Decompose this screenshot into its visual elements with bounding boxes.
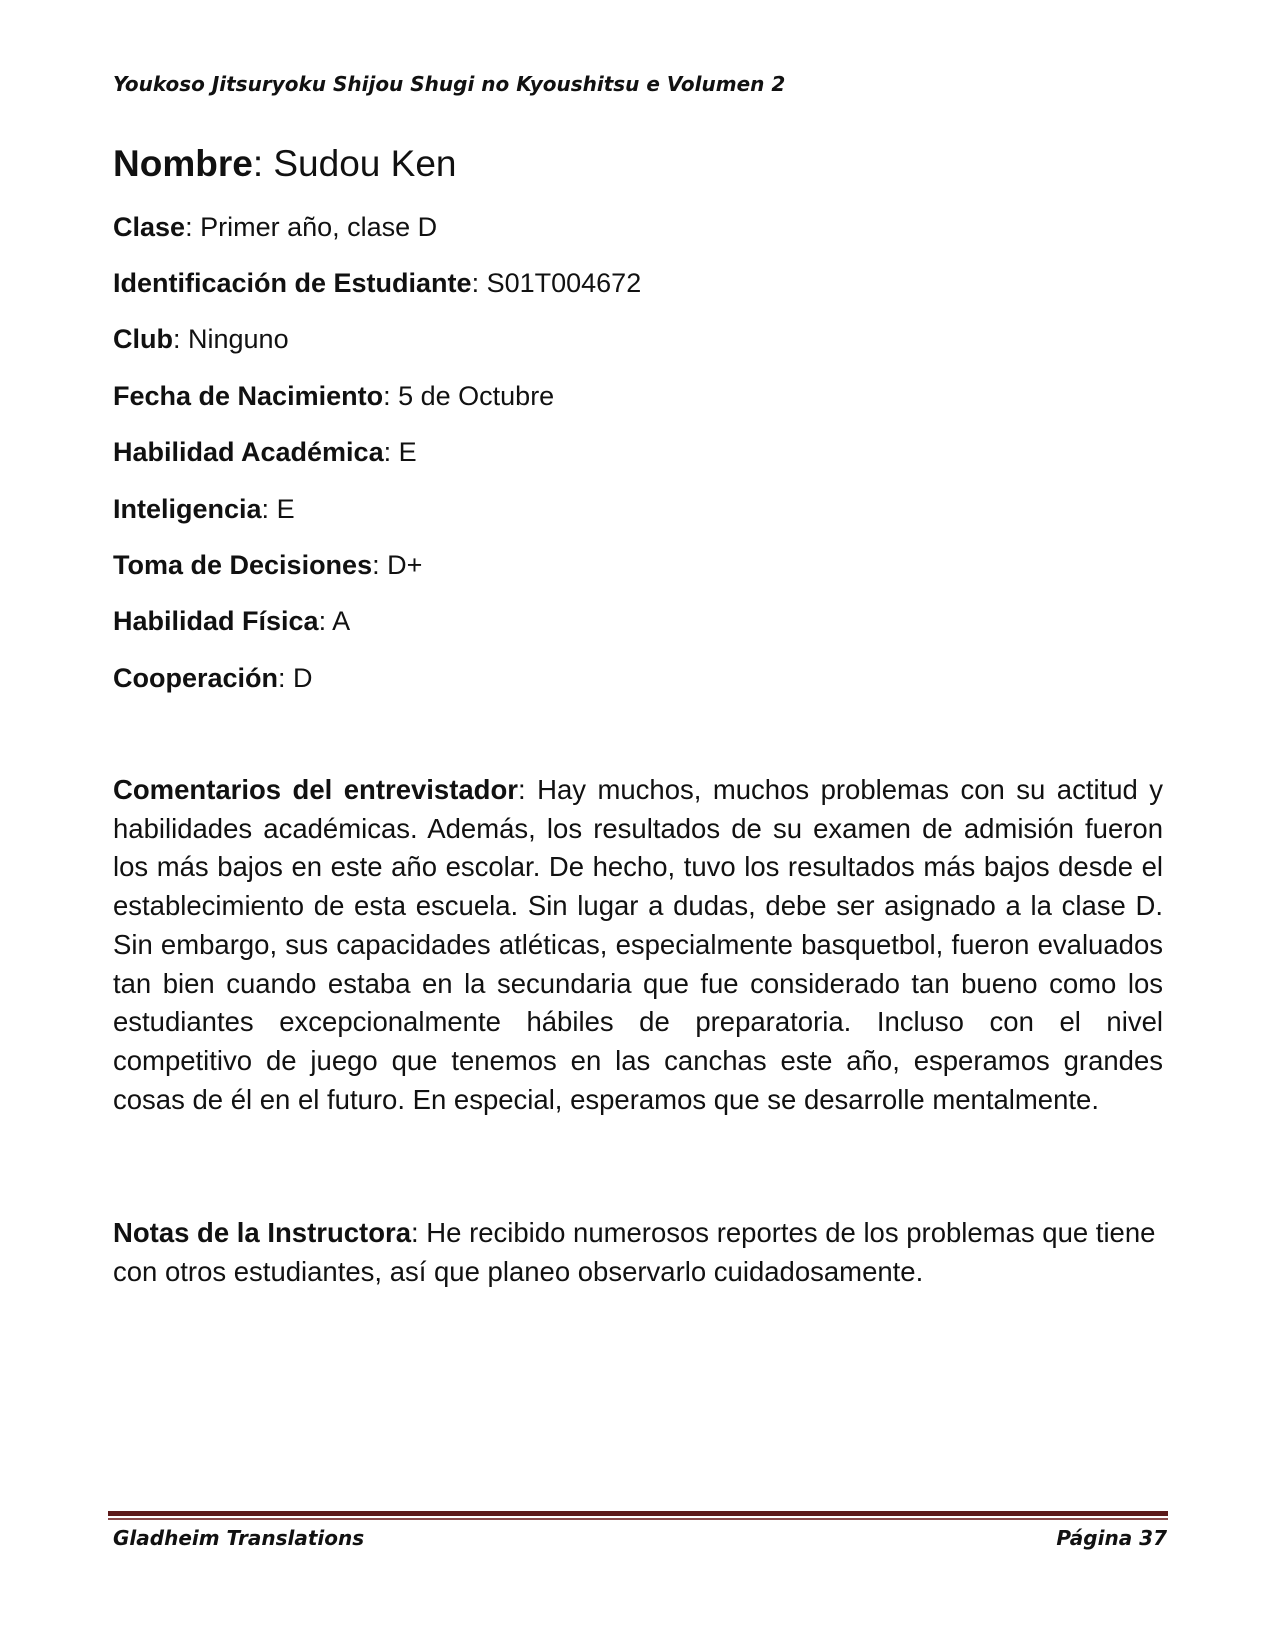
field-decision: Toma de Decisiones: D+	[113, 550, 423, 580]
footer-divider	[108, 1511, 1168, 1516]
field-academic: Habilidad Académica: E	[113, 437, 417, 467]
field-intelligence: Inteligencia: E	[113, 494, 295, 524]
instructor-notes-label: Notas de la Instructora	[113, 1217, 411, 1248]
field-physical-label: Habilidad Física	[113, 606, 319, 636]
page-header-title: Youkoso Jitsuryoku Shijou Shugi no Kyoushitsu e Volumen 2	[113, 72, 786, 96]
field-intelligence-value: E	[276, 494, 295, 524]
field-decision-value: D+	[387, 550, 423, 580]
footer-divider-thin	[108, 1518, 1168, 1520]
field-cooperation-label: Cooperación	[113, 663, 279, 693]
field-birthdate-value: 5 de Octubre	[398, 381, 555, 411]
footer-publisher: Gladheim Translations	[113, 1526, 365, 1550]
instructor-notes: Notas de la Instructora: He recibido numerosos reportes de los problemas que tiene con otros estudiantes, así que planeo observarlo cuidadosamente.	[113, 1217, 1156, 1287]
interviewer-comments-label: Comentarios del entrevistador	[113, 774, 518, 805]
field-physical-value: A	[332, 606, 351, 636]
field-intelligence-label: Inteligencia	[113, 494, 262, 524]
field-club-label: Club	[113, 324, 173, 354]
field-academic-value: E	[398, 437, 417, 467]
field-student-id: Identificación de Estudiante: S01T004672	[113, 268, 642, 298]
field-student-id-value: S01T004672	[486, 268, 642, 298]
field-class-value: Primer año, clase D	[200, 212, 438, 242]
field-birthdate: Fecha de Nacimiento: 5 de Octubre	[113, 381, 555, 411]
field-physical: Habilidad Física: A	[113, 606, 351, 636]
footer-page-number: Página 37	[1056, 1526, 1167, 1550]
field-student-id-label: Identificación de Estudiante	[113, 268, 472, 298]
field-club: Club: Ninguno	[113, 324, 289, 354]
instructor-notes-text: He recibido numerosos reportes de los problemas que tiene con otros estudiantes, así que planeo observarlo cuidadosamente.	[113, 1217, 1156, 1287]
interviewer-comments-text: Hay muchos, muchos problemas con su actitud y habilidades académicas. Además, los resultados de su examen de admisión fueron los más bajos en este año escolar. De hecho, tuvo los resultados más bajos desde el establecimiento de esta escuela. Sin lugar a dudas, debe ser asignado a la clase D. Sin embargo, sus capacidades atléticas, especialmente basquetbol, fueron evaluados tan bien cuando estaba en la secundaria que fue considerado tan bueno como los estudiantes excepcionalmente hábiles de preparatoria. Incluso con el nivel competitivo de juego que tenemos en las canchas este año, esperamos grandes cosas de él en el futuro. En especial, esperamos que se desarrolle mentalmente.	[113, 774, 1164, 1115]
field-decision-label: Toma de Decisiones	[113, 550, 373, 580]
field-class: Clase: Primer año, clase D	[113, 212, 438, 242]
field-cooperation: Cooperación: D	[113, 663, 313, 693]
field-name: Nombre: Sudou Ken	[113, 143, 457, 184]
field-name-label: Nombre	[113, 143, 253, 184]
field-birthdate-label: Fecha de Nacimiento	[113, 381, 384, 411]
field-academic-label: Habilidad Académica	[113, 437, 384, 467]
field-class-label: Clase	[113, 212, 186, 242]
field-name-value: Sudou Ken	[273, 143, 457, 184]
field-cooperation-value: D	[293, 663, 313, 693]
interviewer-comments: Comentarios del entrevistador: Hay muchos, muchos problemas con su actitud y habilidades académicas. Además, los resultados de su examen de admisión fueron los más bajos en este año escolar. De hecho, tuvo los resultados más bajos desde el establecimiento de esta escuela. Sin lugar a dudas, debe ser asignado a la clase D. Sin embargo, sus capacidades atléticas, especialmente basquetbol, fueron evaluados tan bien cuando estaba en la secundaria que fue considerado tan bueno como los estudiantes excepcionalmente hábiles de preparatoria. Incluso con el nivel competitivo de juego que tenemos en las canchas este año, esperamos grandes cosas de él en el futuro. En especial, esperamos que se desarrolle mentalmente.	[113, 774, 1164, 1115]
field-club-value: Ninguno	[188, 324, 289, 354]
